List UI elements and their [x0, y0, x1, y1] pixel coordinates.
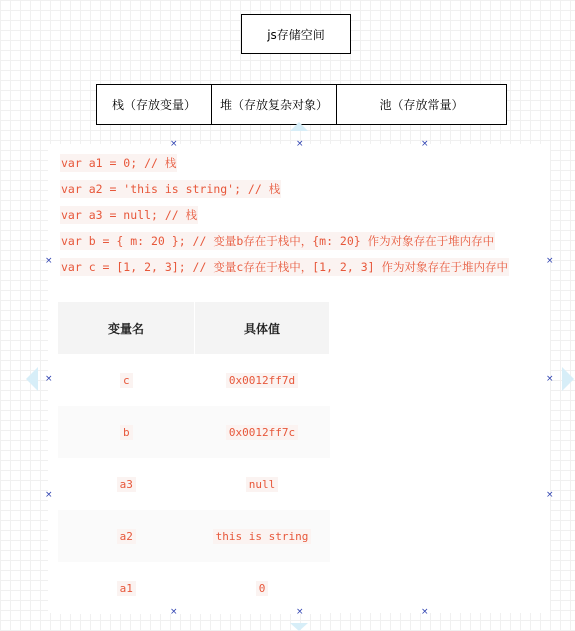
cell-value: this is string [195, 510, 330, 562]
pool-cell[interactable] [337, 85, 506, 124]
code-line-a1: var a1 = 0; // 栈 [61, 156, 177, 170]
cell-value: 0 [195, 562, 330, 614]
resize-handle-icon[interactable]: × [45, 490, 53, 500]
resize-handle-icon[interactable]: × [170, 607, 178, 617]
title-label: js存储空间 [267, 27, 325, 42]
connect-arrow-right-icon[interactable] [562, 367, 574, 391]
heap-label: 堆（存放复杂对象） [219, 98, 328, 112]
table-row [58, 406, 330, 458]
resize-handle-icon[interactable]: × [421, 139, 429, 149]
cell-name: c [58, 354, 195, 406]
resize-handle-icon[interactable]: × [45, 374, 53, 384]
code-line-b: var b = { m: 20 }; // 变量b存在于栈中，{m: 20} 作为对象存在于堆内存中 [61, 234, 495, 248]
cell-name: a3 [58, 458, 195, 510]
resize-handle-icon[interactable]: × [546, 374, 554, 384]
table-row [58, 354, 330, 406]
connect-arrow-left-icon[interactable] [26, 367, 38, 391]
variable-table [58, 302, 330, 617]
heap-cell[interactable] [212, 85, 337, 124]
cell-name: a2 [58, 510, 195, 562]
table-header-row [58, 302, 330, 354]
code-line-a2: var a2 = 'this is string'; // 栈 [61, 182, 281, 196]
cell-value: 0x0012ff7d [195, 354, 330, 406]
pool-label: 池（存放常量） [379, 98, 464, 112]
resize-handle-icon[interactable]: × [421, 607, 429, 617]
resize-handle-icon[interactable]: × [296, 607, 304, 617]
stack-cell[interactable] [97, 85, 212, 124]
resize-handle-icon[interactable]: × [170, 139, 178, 149]
table-row [58, 458, 330, 510]
cell-value: null [195, 458, 330, 510]
header-value: 具体值 [195, 302, 330, 354]
resize-handle-icon[interactable]: × [546, 490, 554, 500]
storage-areas-row[interactable] [96, 84, 507, 125]
connect-arrow-down-icon[interactable] [290, 623, 308, 631]
cell-name: a1 [58, 562, 195, 614]
title-box[interactable] [241, 14, 351, 54]
code-line-c: var c = [1, 2, 3]; // 变量c存在于栈中，[1, 2, 3] 作为对象存在于堆内存中 [61, 260, 508, 274]
connect-arrow-up-icon[interactable] [290, 122, 308, 131]
resize-handle-icon[interactable]: × [45, 256, 53, 266]
header-variable-name: 变量名 [58, 302, 195, 354]
table-row [58, 562, 330, 614]
resize-handle-icon[interactable]: × [546, 256, 554, 266]
cell-value: 0x0012ff7c [195, 406, 330, 458]
cell-name: b [58, 406, 195, 458]
code-line-a3: var a3 = null; // 栈 [61, 208, 198, 222]
table-row [58, 510, 330, 562]
stack-label: 栈（存放变量） [111, 98, 196, 112]
resize-handle-icon[interactable]: × [296, 139, 304, 149]
